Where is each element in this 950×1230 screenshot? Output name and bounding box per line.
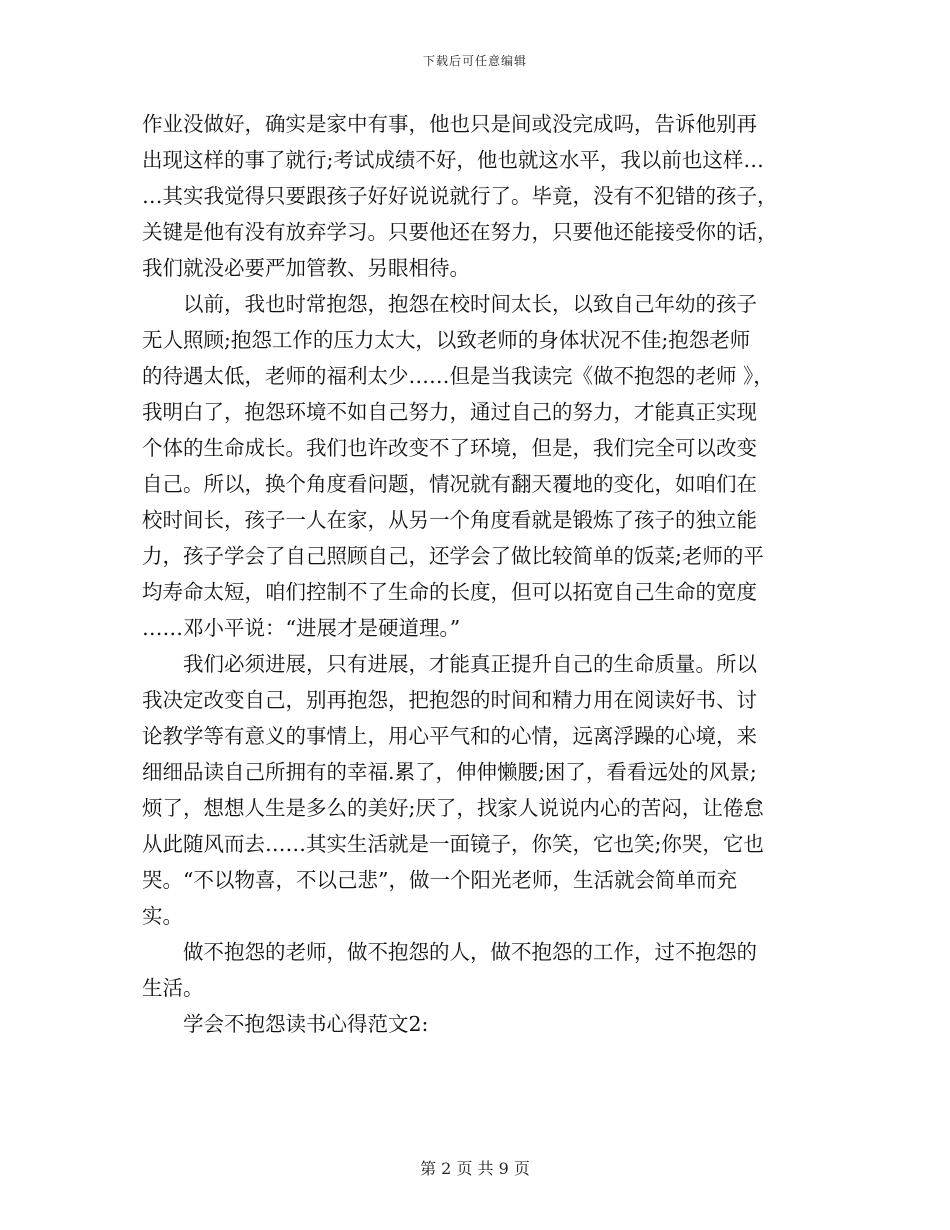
text-line: 的待遇太低，老师的福利太少……但是当我读完《做不抱怨的老师 》， <box>142 364 774 388</box>
text-line: 自己。所以，换个角度看问题，情况就有翻天覆地的变化，如咱们在 <box>142 472 757 496</box>
page-number: 第 2 页 共 9 页 <box>420 1159 530 1178</box>
text-line: 个体的生命成长。我们也许改变不了环境，但是，我们完全可以改变 <box>142 436 757 460</box>
text-line: 校时间长，孩子一人在家，从另一个角度看就是锻炼了孩子的独立能 <box>142 508 757 532</box>
text-line: ……邓小平说：“进展才是硬道理。” <box>142 616 461 640</box>
text-line: 无人照顾;抱怨工作的压力太大，以致老师的身体状况不佳;抱怨老师 <box>142 328 751 352</box>
text-line: 我们就没必要严加管教、另眼相待。 <box>142 256 470 280</box>
text-line: 做不抱怨的老师，做不抱怨的人，做不抱怨的工作，过不抱怨的 <box>142 940 757 964</box>
text-line: 均寿命太短，咱们控制不了生命的长度，但可以拓宽自己生命的宽度 <box>142 580 757 604</box>
text-line: 实。 <box>142 904 183 928</box>
document-body <box>142 106 802 1042</box>
page-header: 下载后可任意编辑 <box>422 54 527 68</box>
text-line: 哭。“不以物喜，不以己悲”，做一个阳光老师，生活就会简单而充 <box>142 868 737 892</box>
section-heading: 学会不抱怨读书心得范文2: <box>142 1012 429 1036</box>
text-line: 出现这样的事了就行;考试成绩不好，他也就这水平，我以前也这样… <box>142 148 764 172</box>
text-line: 我明白了，抱怨环境不如自己努力，通过自己的努力，才能真正实现 <box>142 400 757 424</box>
text-line: 生活。 <box>142 976 204 1000</box>
text-line: 以前，我也时常抱怨，抱怨在校时间太长，以致自己年幼的孩子 <box>142 292 757 316</box>
text-line: 力，孩子学会了自己照顾自己，还学会了做比较简单的饭菜;老师的平 <box>142 544 764 568</box>
text-line: 论教学等有意义的事情上，用心平气和的心情，远离浮躁的心境，来 <box>142 724 757 748</box>
text-line: 关键是他有没有放弃学习。只要他还在努力，只要他还能接受你的话， <box>142 220 778 244</box>
text-line: 作业没做好，确实是家中有事，他也只是间或没完成吗，告诉他别再 <box>142 112 757 136</box>
text-line: 从此随风而去……其实生活就是一面镜子，你笑，它也笑;你哭，它也 <box>142 832 764 856</box>
text-line: 烦了，想想人生是多么的美好;厌了，找家人说说内心的苦闷，让倦怠 <box>142 796 764 820</box>
text-line: 细细品读自己所拥有的幸福.累了，伸伸懒腰;困了，看看远处的风景; <box>142 760 757 784</box>
text-line: …其实我觉得只要跟孩子好好说说就行了。毕竟，没有不犯错的孩子， <box>142 184 778 208</box>
text-line: 我决定改变自己，别再抱怨，把抱怨的时间和精力用在阅读好书、讨 <box>142 688 757 712</box>
text-line: 我们必须进展，只有进展，才能真正提升自己的生命质量。所以 <box>142 652 757 676</box>
